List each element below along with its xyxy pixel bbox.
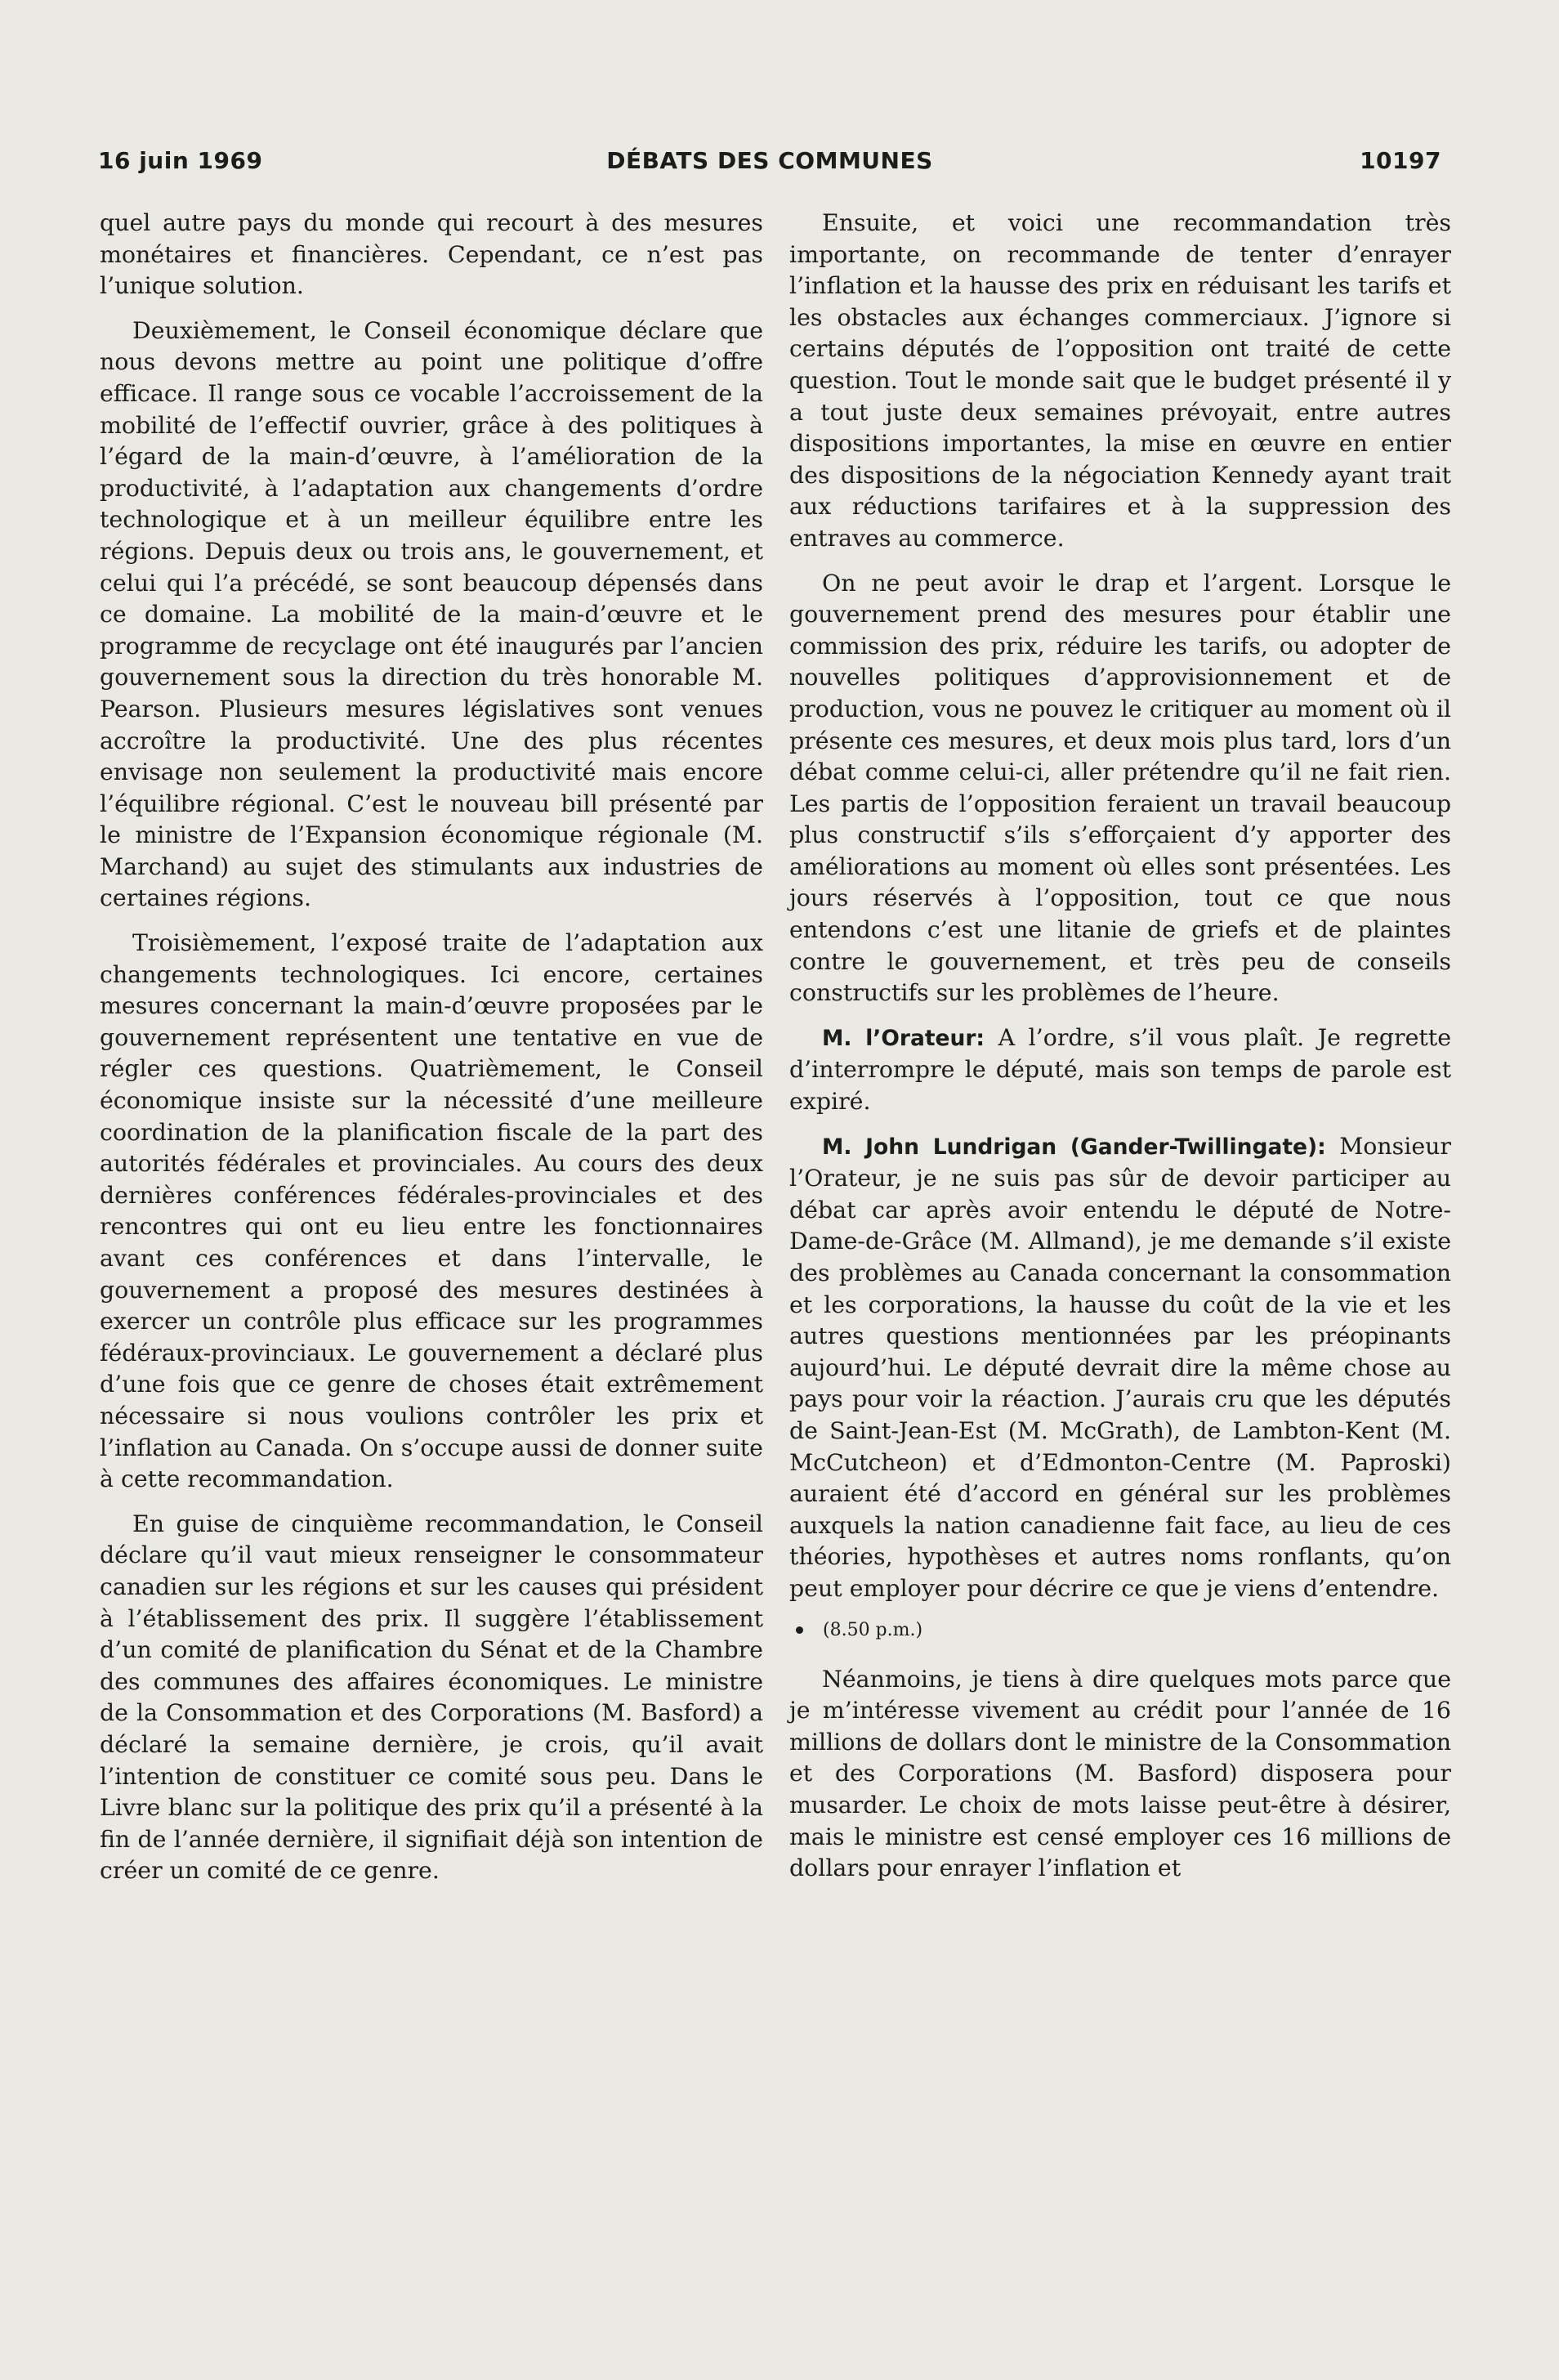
header-page-number: 10197 <box>1360 147 1441 174</box>
paragraph: En guise de cinquième recommandation, le Conseil déclare qu’il vaut mieux renseigner le consommateur canadien sur les régions et sur les causes qui président à l’établissement des prix. Il suggère l’établissement d’un comité de planification du Sénat et de la Chambre des communes des affaires économiques. Le ministre de la Consommation et des Corporations (M. Basford) a déclaré la semaine dernière, je crois, qu’il avait l’intention de constituer ce comité sous peu. Dans le Livre blanc sur la politique des prix qu’il a présenté à la fin de l’année dernière, il signifiait déjà son intention de créer un comité de ce genre. <box>100 1510 763 1885</box>
speech-text: A l’ordre, s’il vous plaît. Je regrette d’interrompre le député, mais son temps de parole est expiré. <box>789 1023 1451 1116</box>
paragraph: Ensuite, et voici une recommandation très importante, on recommande de tenter d’enrayer l’inflation et la hausse des prix en réduisant les tarifs et les obstacles aux échanges commerciaux. J’ignore si certains députés de l’opposition ont traité de cette question. Tout le monde sait que le budget présenté il y a tout juste deux semaines prévoyait, entre autres dispositions importantes, la mise en œuvre en entier des dispositions de la négociation Kennedy ayant trait aux réductions tarifaires et à la suppression des entraves au commerce. <box>789 209 1451 552</box>
paragraph: quel autre pays du monde qui recourt à des mesures monétaires et financières. Cependant, ce n’est pas l’unique solution. <box>100 209 763 300</box>
header-title: DÉBATS DES COMMUNES <box>606 147 933 174</box>
page-header <box>98 147 1441 181</box>
speaker-name: M. John Lundrigan (Gander-Twillingate): <box>822 1134 1326 1160</box>
speech-text: Monsieur l’Orateur, je ne suis pas sûr de devoir participer au débat car après avoir entendu le député de Notre-Dame-de-Grâce (M. Allmand), je me demande s’il existe des problèmes au Canada concernant la consommation et les corporations, la hausse du coût de la vie et les autres questions mentionnées par les préopinants aujourd’hui. Le député devrait dire la même chose au pays pour voir la réaction. J’aurais cru que les députés de Saint-Jean-Est (M. McGrath), de Lambton-Kent (M. McCutcheon) et d’Edmonton-Centre (M. Paproski) auraient été d’accord en général sur les problèmes auxquels la nation canadienne fait face, au lieu de ces théories, hypothèses et autres noms ronflants, qu’on peut employer pour décrire ce que je viens d’entendre. <box>789 1132 1451 1602</box>
bullet-icon <box>796 1626 803 1634</box>
header-date: 16 juin 1969 <box>98 147 263 174</box>
paragraph: On ne peut avoir le drap et l’argent. Lorsque le gouvernement prend des mesures pour établir une commission des prix, réduire les tarifs, ou adopter de nouvelles politiques d’approvisionnement et de production, vous ne pouvez le critiquer au moment où il présente ces mesures, et deux mois plus tard, lors d’un débat comme celui-ci, aller prétendre qu’il ne fait rien. Les partis de l’opposition feraient un travail beaucoup plus constructif s’ils s’efforçaient d’y apporter des améliorations au moment où elles sont présentées. Les jours réservés à l’opposition, tout ce que nous entendons c’est une litanie de griefs et de plaintes contre le gouvernement, et très peu de conseils constructifs sur les problèmes de l’heure. <box>789 569 1451 1007</box>
right-column <box>789 208 1451 1898</box>
time-marker <box>789 1618 1451 1643</box>
paragraph: Troisièmement, l’exposé traite de l’adaptation aux changements technologiques. Ici encore, certaines mesures concernant la main-d’œuvre proposées par le gouvernement représentent une tentative en vue de régler ces questions. Quatrièmement, le Conseil économique insiste sur la nécessité d’une meilleure coordination de la planification fiscale de la part des autorités fédérales et provinciales. Au cours des deux dernières conférences fédérales-provinciales et des rencontres qui ont eu lieu entre les fonctionnaires avant ces conférences et dans l’intervalle, le gouvernement a proposé des mesures destinées à exercer un contrôle plus efficace sur les programmes fédéraux-provinciaux. Le gouvernement a déclaré plus d’une fois que ce genre de choses était extrêmement nécessaire si nous voulions contrôler les prix et l’inflation au Canada. On s’occupe aussi de donner suite à cette recommandation. <box>100 929 763 1493</box>
paragraph: Néanmoins, je tiens à dire quelques mots parce que je m’intéresse vivement au crédit pour l’année de 16 millions de dollars dont le ministre de la Consommation et des Corporations (M. Basford) disposera pour musarder. Le choix de mots laisse peut-être à désirer, mais le ministre est censé employer ces 16 millions de dollars pour enrayer l’inflation et <box>789 1665 1451 1882</box>
paragraph: Deuxièmement, le Conseil économique déclare que nous devons mettre au point une politique d’offre efficace. Il range sous ce vocable l’accroissement de la mobilité de l’effectif ouvrier, grâce à des politiques à l’égard de la main-d’œuvre, à l’amélioration de la productivité, à l’adaptation aux changements d’ordre technologique et à un meilleur équilibre entre les régions. Depuis deux ou trois ans, le gouvernement, et celui qui l’a précédé, se sont beaucoup dépensés dans ce domaine. La mobilité de la main-d’œuvre et le programme de recyclage ont été inaugurés par l’ancien gouvernement sous la direction du très honorable M. Pearson. Plusieurs mesures législatives sont venues accroître la productivité. Une des plus récentes envisage non seulement la productivité mais encore l’équilibre régional. C’est le nouveau bill présenté par le ministre de l’Expansion économique régionale (M. Marchand) au sujet des stimulants aux industries de certaines régions. <box>100 316 763 912</box>
speaker-name: M. l’Orateur: <box>822 1025 985 1051</box>
speech-lundrigan <box>789 1131 1451 1605</box>
speech-orateur <box>789 1022 1451 1118</box>
left-column <box>100 208 763 1900</box>
time-marker-text: (8.50 p.m.) <box>823 1619 923 1640</box>
